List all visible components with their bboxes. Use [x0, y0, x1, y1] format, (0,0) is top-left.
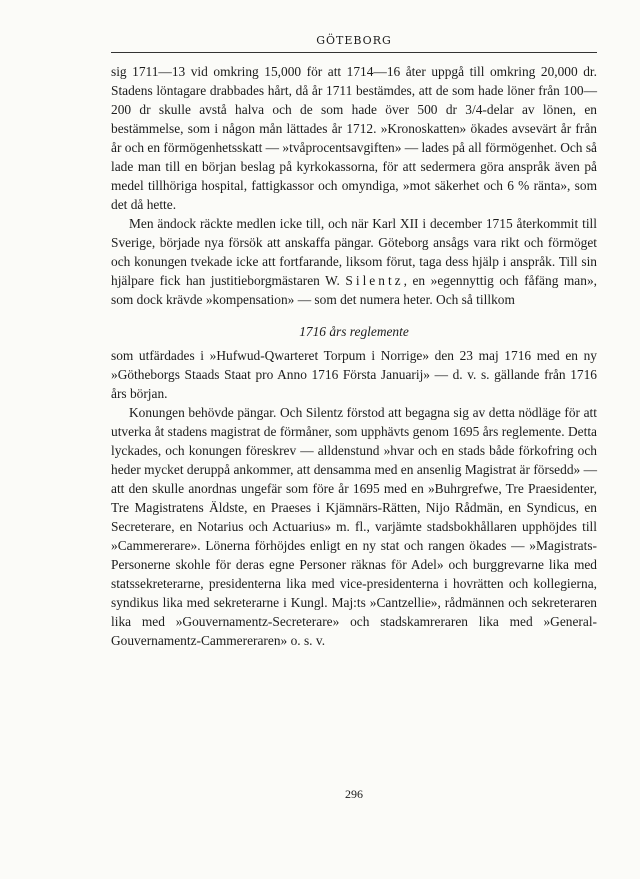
section-heading: 1716 års reglemente	[299, 324, 409, 339]
running-header: GÖTEBORG	[316, 34, 392, 47]
paragraph-2-start: Men ändock räckte medlen icke till, och när Karl XII i december 1715 återkommit till Sverige, började nya försök att anskaffa pängar. Göteborg ansågs vara rikt och förmöget och konungen tvekade icke att fortfarande, liksom förut, taga dess hjälp i anspråk. Till sin hjälpare fick han justitieborgmästaren W.	[111, 216, 597, 288]
paragraph-1: sig 1711—13 vid omkring 15,000 för att 1714—16 åter uppgå till omkring 20,000 dr. Stadens löntagare drabbades hårt, då år 1711 bestämdes, att de som hade löner från 100—200 dr skulle avstå halva och de som hade över 500 dr 3/4-delar av lönen, en bestämmelse, som i någon mån lättades år 1712. »Kronoskatten» ökades avsevärt år från år och en förmögenhetsskatt — »tvåprocentsavgiften» — lades på all förmögenhet. Och så lade man till en början beslag på kyrkokassorna, för att sedermera göra anspråk även på medel tillhöriga hospital, fattigkassor och omyndiga, »mot säkerhet och 6 % ränta», som det då hette.	[111, 64, 597, 212]
header-rule	[111, 52, 597, 53]
page-number: 296	[345, 787, 363, 801]
body-text	[111, 62, 597, 650]
name-silentz: Silentz	[345, 273, 404, 288]
paragraph-2	[111, 214, 597, 309]
paragraph-4: Konungen behövde pängar. Och Silentz förstod att begagna sig av detta nödläge för att utverka åt stadens magistrat de förmåner, som upphävts genom 1695 års reglemente. Detta lyckades, och konungen föreskrev — alldenstund »hvar och en stads både förkofring och heder mycket deruppå ankommer, att densamma med en ansenlig Magistrat är försedd» — att den skulle anordnas ungefär som före år 1695 med en »Buhrgrefwe, Tre Praesidenter, Tre Magistratens Äldste, en Praeses i Kjämnärs-Rätten, Nijo Rådmän, en Syndicus, en Secreterare, en Notarius och Actuarius» m. fl., varjämte stadsbokhållaren upphöjdes till »Cammererare». Lönerna förhöjdes enligt en ny stat och rangen ökades — »Magistrats-Personerne skohle för deras egne Personer räknas för Adel» och burggrevarne lika med statssekreterarne, presidenterna lika med vice-presidenterna i hovrätten och kollegierna, syndikus lika med sekreterarne i Kungl. Maj:ts »Cantzellie», rådmännen och sekreteraren lika med »Gouvernamentz-Secreterare» och stadskamreraren lika med »General-Gouvernamentz-Cammereraren» o. s. v.	[111, 405, 597, 648]
paragraph-2-end: , en »egennyttig och fåfäng man», som dock krävde »kompensation» — som det numera heter. Och så tillkom	[111, 273, 597, 307]
paragraph-3: som utfärdades i »Hufwud-Qwarteret Torpum i Norrige» den 23 maj 1716 med en ny »Götheborgs Staads Staat pro Anno 1716 Första Januarij» — d. v. s. gällande från 1716 års början.	[111, 348, 597, 401]
